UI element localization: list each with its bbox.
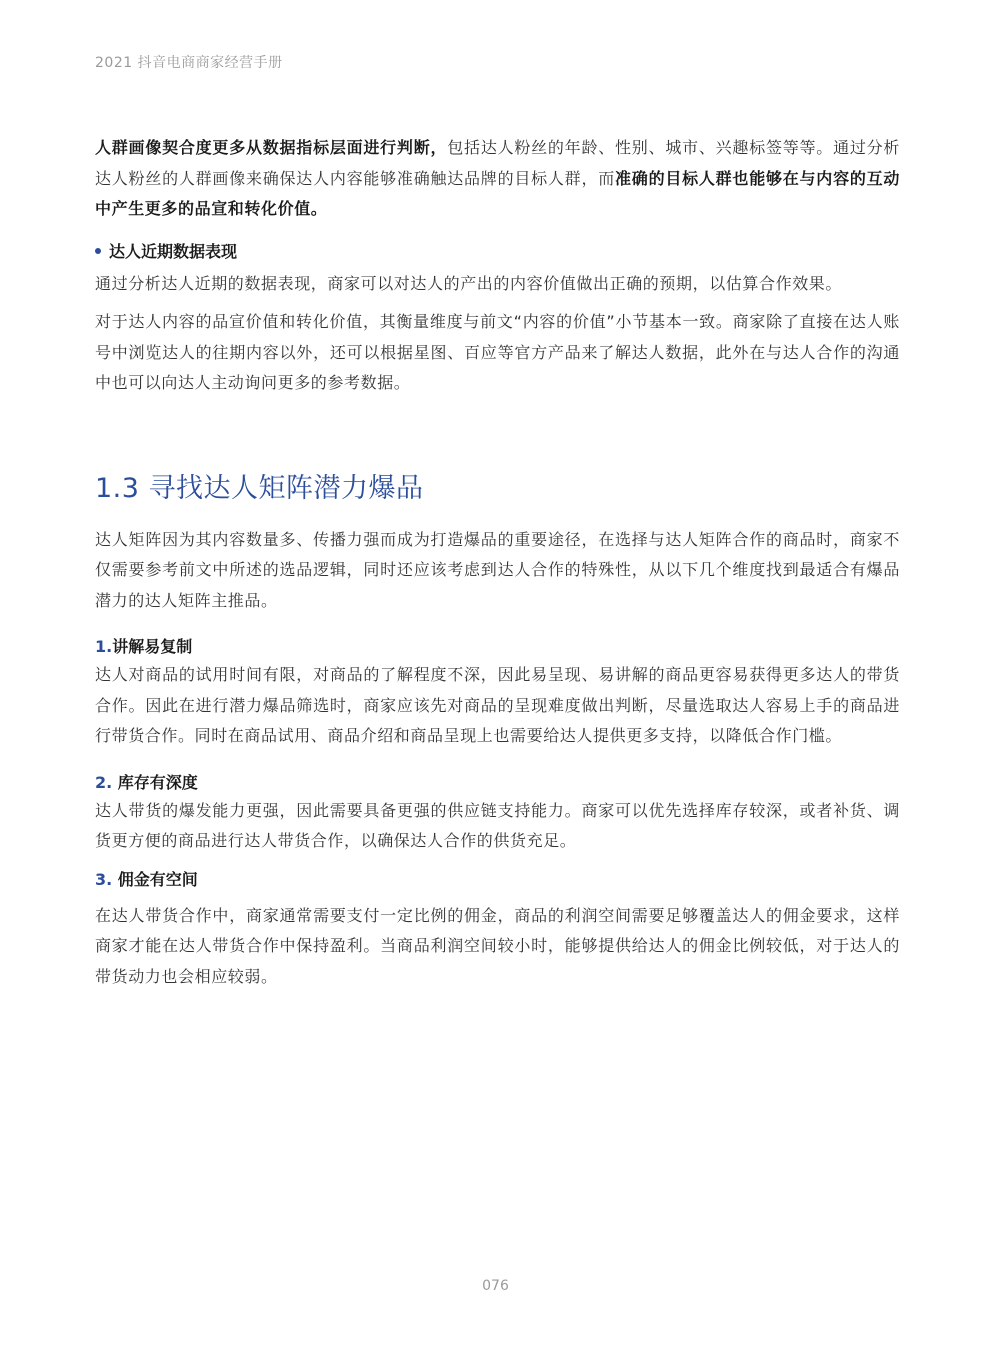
page-number: 076 bbox=[482, 1278, 509, 1294]
bullet-dot-icon bbox=[95, 248, 101, 254]
section-title: 1.3 寻找达人矩阵潜力爆品 bbox=[95, 472, 424, 504]
subheading-number: 3. bbox=[95, 869, 113, 889]
subheading-2 bbox=[95, 770, 900, 796]
subheading-number: 1. bbox=[95, 637, 113, 656]
bold-lead: 人群画像契合度更多从数据指标层面进行判断， bbox=[95, 138, 448, 157]
section-intro: 达人矩阵因为其内容数量多、传播力强而成为打造爆品的重要途径，在选择与达人矩阵合作的商品时，商家不仅需要参考前文中所述的选品逻辑，同时还应该考虑到达人合作的特殊性，从以下几个维度找到最适合有爆品潜力的达人矩阵主推品。 bbox=[95, 529, 900, 610]
running-header: 2021 抖音电商商家经营手册 bbox=[95, 55, 283, 71]
paragraph-text: 包括达人粉丝的年龄、性别、城市、兴趣标签等等。通过分析达人粉丝的人群画像来确保达人内容能够准确触达品牌的目标人群，而 bbox=[95, 138, 900, 188]
bullet-heading bbox=[95, 237, 900, 267]
page-content bbox=[95, 133, 900, 992]
bullet-heading-text: 达人近期数据表现 bbox=[109, 241, 238, 261]
subheading-number: 2. bbox=[95, 772, 113, 792]
subheading-text: 佣金有空间 bbox=[117, 869, 198, 889]
bold-conclusion: 准确的目标人群也能够在与内容的互动中产生更多的品宣和转化价值。 bbox=[95, 168, 901, 218]
subheading-1 bbox=[95, 634, 900, 660]
subsection-body-3: 在达人带货合作中，商家通常需要支付一定比例的佣金，商品的利润空间需要足够覆盖达人的佣金要求，这样商家才能在达人带货合作中保持盈利。当商品利润空间较小时，能够提供给达人的佣金比例较低，对于达人的带货动力也会相应较弱。 bbox=[95, 905, 900, 986]
bullet-paragraph-1: 通过分析达人近期的数据表现，商家可以对达人的产出的内容价值做出正确的预期，以估算合作效果。 bbox=[95, 273, 843, 293]
subheading-text: 库存有深度 bbox=[117, 772, 198, 792]
subsection-body-1: 达人对商品的试用时间有限，对商品的了解程度不深，因此易呈现、易讲解的商品更容易获得更多达人的带货合作。因此在进行潜力爆品筛选时，商家应该先对商品的呈现难度做出判断，尽量选取达人容易上手的商品进行带货合作。同时在商品试用、商品介绍和商品呈现上也需要给达人提供更多支持，以降低合作门槛。 bbox=[95, 665, 900, 745]
subheading-3 bbox=[95, 867, 900, 893]
bullet-paragraph-2: 对于达人内容的品宣价值和转化价值，其衡量维度与前文“内容的价值”小节基本一致。商家除了直接在达人账号中浏览达人的往期内容以外，还可以根据星图、百应等官方产品来了解达人数据，此外在与达人合作的沟通中也可以向达人主动询问更多的参考数据。 bbox=[95, 312, 900, 392]
subsection-body-2: 达人带货的爆发能力更强，因此需要具备更强的供应链支持能力。商家可以优先选择库存较深，或者补货、调货更方便的商品进行达人带货合作，以确保达人合作的供货充足。 bbox=[95, 800, 900, 850]
subheading-text: 讲解易复制 bbox=[112, 637, 193, 656]
paragraph-audience-fit bbox=[95, 133, 900, 225]
